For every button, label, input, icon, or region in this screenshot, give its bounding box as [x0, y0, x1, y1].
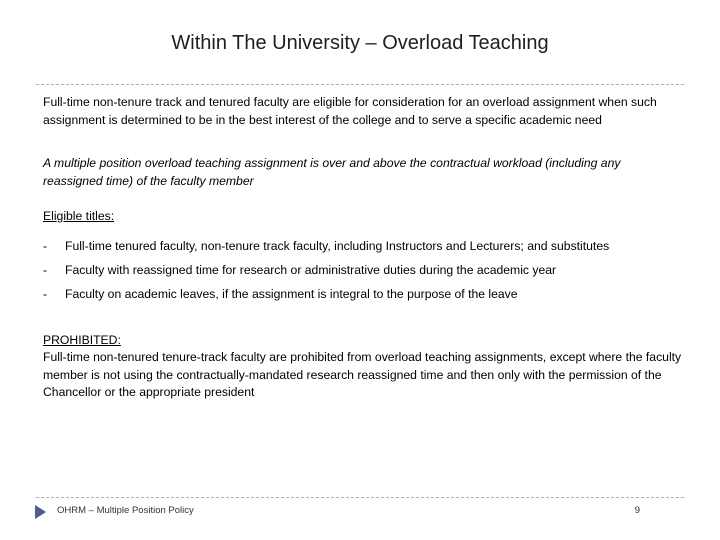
footer-label: OHRM – Multiple Position Policy [57, 505, 194, 516]
prohibited-section [43, 332, 683, 402]
prohibited-text: Full-time non-tenured tenure-track faculty are prohibited from overload teaching assignments, except where the faculty member is not using the contractually-mandated research reassigned time and then only with the permission of the Chancellor or the appropriate president [43, 350, 682, 399]
eligibility-paragraph: Full-time non-tenure track and tenured faculty are eligible for consideration for an overload assignment when such assignment is determined to be in the best interest of the college and to serve a specific academic need [43, 95, 657, 127]
prohibited-heading: PROHIBITED: [43, 332, 121, 347]
dash-bullet-icon: - [43, 262, 48, 277]
page-number: 9 [634, 505, 640, 516]
list-item-text: Full-time tenured faculty, non-tenure track faculty, including Instructors and Lecturers; and substitutes [65, 238, 610, 253]
dash-bullet-icon: - [43, 238, 48, 253]
triangle-right-icon [35, 505, 46, 519]
list-item-text: Faculty on academic leaves, if the assignment is integral to the purpose of the leave [65, 286, 518, 301]
bottom-divider [36, 497, 684, 498]
list-item-text: Faculty with reassigned time for research or administrative duties during the academic year [65, 262, 557, 277]
slide-title: Within The University – Overload Teaching [171, 32, 549, 54]
eligible-titles-list [43, 238, 683, 310]
overload-definition-paragraph: A multiple position overload teaching assignment is over and above the contractual workload (including any reassigned time) of the faculty member [43, 156, 621, 188]
list-item [43, 238, 683, 262]
eligible-titles-heading: Eligible titles: [43, 209, 115, 223]
slide-body [43, 94, 683, 402]
dash-bullet-icon: - [43, 286, 48, 301]
list-item [43, 286, 683, 310]
top-divider [36, 84, 684, 85]
list-item [43, 262, 683, 286]
